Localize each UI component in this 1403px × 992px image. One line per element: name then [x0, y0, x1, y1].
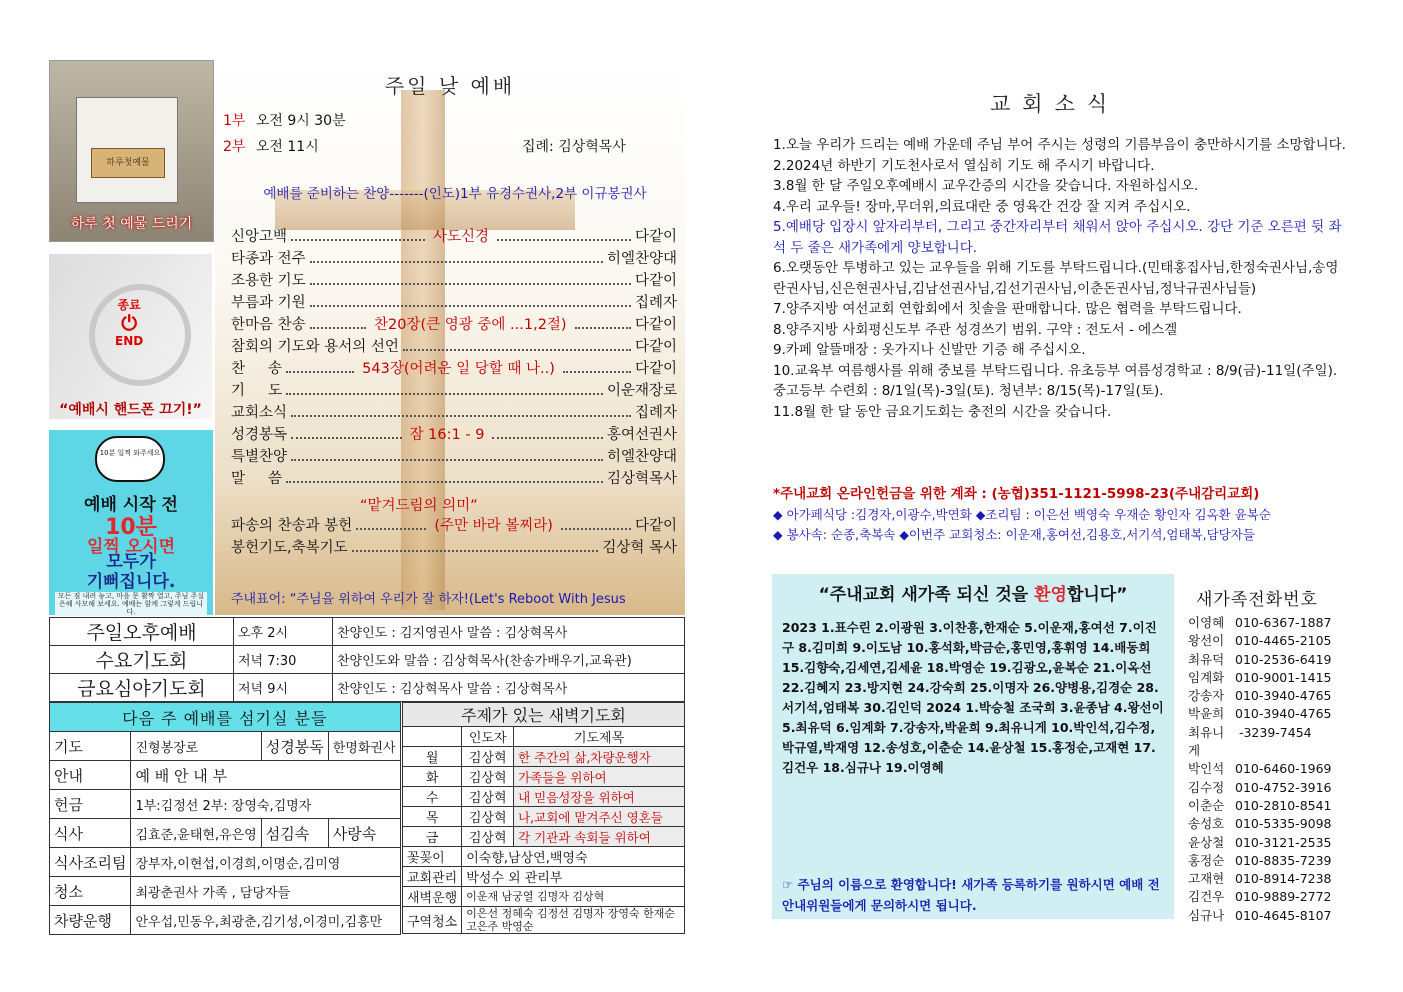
offering-photo-caption: 하루 첫 예물 드리기: [70, 216, 193, 232]
phone-name: 김건우: [1188, 889, 1225, 905]
phone-number: 010-4752-3916: [1235, 779, 1332, 795]
order-leader: 집례자: [634, 295, 677, 311]
order-dots: [352, 550, 599, 552]
order-row: [231, 314, 677, 336]
schedule-row: [50, 618, 685, 646]
cook-value: 장부자,이현섭,이경희,이명순,김미영: [131, 848, 400, 877]
order-leader: 다같이: [634, 317, 678, 333]
order-dots: [291, 459, 603, 461]
phone-name: 심규나: [1188, 907, 1225, 923]
order-row: [231, 292, 677, 314]
order-detail: (주만 바라 볼찌라): [434, 518, 553, 534]
phone-number: -3239-7454: [1235, 724, 1312, 740]
serving-group-value: 사랑속: [328, 819, 400, 848]
dawn-day: 월: [403, 747, 462, 767]
news-item: 1.오늘 우리가 드리는 예배 가운데 주님 부어 주시는 성령의 기름부음이 충만하시기를 소망합니다.: [773, 137, 1346, 153]
order-detail: 사도신경: [432, 229, 490, 245]
worship-order: [231, 226, 677, 490]
poster-line-2: 10분: [105, 515, 157, 540]
dawn-topic: 한 주간의 삶,차량운행자: [514, 747, 685, 767]
news-item: 5.예배당 입장시 앞자리부터, 그리고 중간자리부터 채워서 앉아 주십시오. 강단 기준 오른편 뒷 좌석 두 줄은 새가족에게 양보합니다.: [773, 219, 1342, 256]
meal-value: 김효준,윤태현,유은영: [131, 819, 261, 848]
poster-line-1: 예배 시작 전: [84, 495, 178, 515]
order-detail: 543장(어려운 일 당할 때 나..): [362, 361, 555, 377]
order-row: [231, 424, 677, 446]
phone-row: [1188, 687, 1332, 705]
order-label: 신앙고백: [231, 229, 288, 245]
cook-label: 식사조리팀: [50, 848, 131, 877]
phone-number: 010-8914-7238: [1235, 871, 1332, 887]
phone-number: 010-3940-4765: [1235, 688, 1332, 704]
order-label: 말 씀: [231, 471, 283, 487]
order-leader: 김상혁목사: [606, 471, 677, 487]
serving-group-label: 섬김속: [261, 819, 328, 848]
phone-name: 고재현: [1188, 871, 1225, 887]
phone-name: 김수정: [1188, 779, 1225, 795]
phone-number: 010-9889-2772: [1235, 889, 1332, 905]
phone-number: 010-8835-7239: [1235, 852, 1332, 868]
order-dots: [291, 239, 425, 241]
news-item: 6.오랫동안 투병하고 있는 교우들을 위해 기도를 부탁드립니다.(민태홍집사님,한정숙권사님,송영란권사님,신은현권사님,김남선권사님,김선기권사님,이춘돈권사님,정낙규권사님들): [773, 260, 1339, 297]
news-item: 8.양주지방 사회평신도부 주관 성경쓰기 범위. 구약 : 전도서 - 에스겔: [773, 321, 1178, 338]
offering-box-image: [76, 97, 178, 203]
driving-value: 안우섭,민동우,최광춘,김기성,이경미,김흥만: [131, 906, 400, 935]
order-label: 특별찬양: [231, 449, 288, 465]
prep-praise: 예배를 준비하는 찬양-------(인도)1부 유경수권사,2부 이규봉권사: [263, 186, 647, 202]
order-leader: 다같이: [634, 361, 677, 377]
order-row: [231, 270, 677, 292]
order-dots: [291, 437, 402, 439]
order-dots: [310, 283, 631, 285]
order-leader: 히엘찬양대: [606, 449, 677, 465]
welcome-title: “주내교회 새가족 되신 것을 환영합니다”: [818, 585, 1128, 605]
phone-name: 이영혜: [1188, 615, 1225, 630]
alarm-clock-icon: 10분 일찍 와주세요: [95, 436, 165, 482]
welcome-box: [772, 574, 1174, 919]
dawn-day: 금: [403, 827, 462, 847]
offering-photo: [49, 60, 214, 242]
meal-label: 식사: [50, 819, 131, 848]
dawn-title: 주제가 있는 새벽기도회: [403, 703, 685, 727]
online-offering-account: *주내교회 온라인헌금을 위한 계좌 : (농협)351-1121-5998-23(주내감리교회): [773, 486, 1260, 502]
cleaning-label: 청소: [50, 877, 131, 906]
schedule-info: 찬양인도 : 김지영권사 말씀 : 김상혁목사: [333, 618, 685, 646]
news-item: 4.우리 교우들! 장마,무더위,의료대란 중 영육간 건강 잘 지켜 주십시오.: [773, 198, 1191, 215]
order-dots: [286, 371, 354, 373]
schedule-row: [50, 646, 685, 674]
phone-name: 최유덕: [1188, 651, 1225, 667]
cleaning-value: 최광춘권사 가족 , 담당자들: [131, 877, 400, 906]
order-detail: 잠 16:1 - 9: [409, 427, 485, 443]
early-arrival-poster: [49, 430, 213, 615]
dawn-row: [403, 787, 685, 807]
welcome-footer: ☞ 주님의 이름으로 환영합니다! 새가족 등록하기를 원하시면 예배 전 안내위원들에게 문의하시면 됩니다.: [782, 877, 1160, 913]
order-row: [231, 402, 677, 424]
phone-row: [1188, 651, 1332, 669]
schedule-name: 수요기도회: [50, 646, 234, 674]
order-dots: [563, 371, 631, 373]
news-item: 9.카페 알뜰매장 : 옷가지나 신발만 기증 해 주십시오.: [773, 342, 1086, 358]
phone-row: [1188, 669, 1332, 687]
dawn-extra-value: 이숙향,남상연,백영숙: [462, 847, 685, 867]
usher-value: 예 배 안 내 부: [131, 761, 400, 790]
phone-row: [1188, 888, 1332, 906]
order-dots: [356, 528, 426, 530]
schedule-time: 저녁 7:30: [234, 646, 333, 674]
order-leader: 이운재장로: [606, 383, 677, 399]
order-leader: 다같이: [634, 229, 677, 245]
order-dots: [492, 437, 603, 439]
order-row: [231, 336, 677, 358]
offering-box-sign: 하루첫예물: [91, 148, 165, 178]
phone-number: 010-6460-1969: [1235, 761, 1332, 777]
phone-name: 최유니게: [1188, 724, 1225, 759]
phone-row: [1188, 815, 1332, 833]
order-row: [231, 248, 677, 270]
schedule-row: [50, 674, 685, 702]
phone-name: 박인석: [1188, 761, 1225, 777]
dawn-extra-row: [403, 847, 685, 867]
phone-name: 송성호: [1188, 816, 1225, 832]
phone-name: 이춘순: [1188, 797, 1225, 813]
sermon-title: “맡겨드림의 의미”: [360, 498, 478, 514]
order-dots: [561, 528, 631, 530]
phone-list: [1188, 614, 1332, 925]
dawn-leader: 김상혁: [462, 767, 514, 787]
dawn-topic: 나,교회에 맡겨주신 영혼들: [514, 807, 685, 827]
phone-number: 010-3121-2535: [1235, 834, 1332, 850]
phone-name: 윤상철: [1188, 834, 1225, 850]
first-service-time: 1부 오전 9시 30분: [223, 113, 346, 129]
schedule-time: 오후 2시: [234, 618, 333, 646]
phone-row: [1188, 834, 1332, 852]
dawn-extra-label: 구역청소: [403, 907, 462, 934]
order-row: [231, 446, 677, 468]
phone-row: [1188, 724, 1332, 761]
dawn-extra-label: 교회관리: [403, 867, 462, 887]
order-dots: [286, 481, 603, 483]
order-label: 파송의 찬송과 봉헌: [231, 518, 353, 534]
servers-table: [49, 702, 401, 935]
phone-row: [1188, 705, 1332, 723]
news-title: 교회소식: [990, 92, 1120, 116]
order-label: 부름과 기원: [231, 295, 306, 311]
order-row: [231, 226, 677, 248]
order-dots: [310, 327, 366, 329]
dawn-leader: 김상혁: [462, 827, 514, 847]
church-slogan: 주내표어: “주님을 위하여 우리가 잘 하자!(Let's Reboot With Jesus: [231, 592, 626, 607]
order-leader: 김상혁 목사: [602, 540, 677, 556]
order-row: [231, 380, 677, 402]
order-row: [231, 358, 677, 380]
order-dots: [291, 415, 631, 417]
order-label: 타종과 전주: [231, 251, 306, 267]
dawn-col-leader: 인도자: [462, 727, 514, 747]
order-leader: 홍여선권사: [606, 427, 677, 443]
order-dots: [310, 261, 603, 263]
order-dots: [403, 349, 631, 351]
phones-title: 새가족전화번호: [1196, 590, 1318, 610]
dawn-day: 화: [403, 767, 462, 787]
prayer-label: 기도: [50, 732, 131, 761]
schedule-info: 찬양인도 : 김상혁목사 말씀 : 김상혁목사: [333, 674, 685, 702]
servers-title: 다음 주 예배를 섬기실 분들: [50, 703, 401, 732]
order-label: 교회소식: [231, 405, 288, 421]
phone-name: 왕선이: [1188, 633, 1225, 649]
dawn-day: 수: [403, 787, 462, 807]
dawn-extra-row: [403, 907, 685, 934]
power-end-label: 종료 ⏻ END: [115, 298, 144, 348]
presider: 집례: 김상혁목사: [522, 139, 626, 155]
phone-off-caption: “예배시 핸드폰 끄기!”: [59, 402, 202, 418]
dawn-extra-row: [403, 887, 685, 907]
dawn-row: [403, 747, 685, 767]
dawn-extra-value: 이은선 정혜숙 김정선 김명자 장영숙 한재순 고은주 박영순: [462, 907, 685, 934]
dawn-topic: 가족들을 위하여: [514, 767, 685, 787]
news-item: 10.교육부 여름행사를 위해 중보를 부탁드립니다. 유초등부 여름성경학교 : 8/9(금)-11일(주일). 중고등부 수련회 : 8/1일(목)-3일(토). 청년부: 8/15(목)-17일(토).: [773, 362, 1338, 399]
prayer-value: 진형봉장로: [131, 732, 261, 761]
dawn-row: [403, 807, 685, 827]
dawn-topic: 각 기관과 속회들 위하여: [514, 827, 685, 847]
order-dots: [310, 305, 631, 307]
second-service-time: 2부 오전 11시: [223, 139, 319, 155]
order-leader: 다같이: [634, 273, 677, 289]
service-title: 주일 낮 예배: [384, 74, 516, 98]
phone-number: 010-4645-8107: [1235, 907, 1332, 923]
phone-row: [1188, 779, 1332, 797]
order-detail: 찬20장(큰 영광 중에 ...1,2절): [374, 317, 567, 333]
dawn-col-topic: 기도제목: [514, 727, 685, 747]
phone-number: 010-2536-6419: [1235, 651, 1332, 667]
order-dots: [497, 239, 631, 241]
dawn-extra-label: 꽃꽂이: [403, 847, 462, 867]
phone-name: 박윤희: [1188, 706, 1225, 722]
phone-number: 010-3940-4765: [1235, 706, 1332, 722]
schedule-time: 저녁 9시: [234, 674, 333, 702]
dawn-row: [403, 767, 685, 787]
order-dots: [575, 327, 631, 329]
order-label: 조용한 기도: [231, 273, 306, 289]
schedule-name: 금요심야기도회: [50, 674, 234, 702]
poster-line-3: 일찍 오시면: [86, 537, 176, 557]
phone-number: 010-4465-2105: [1235, 633, 1332, 649]
order-leader: 다같이: [634, 518, 677, 534]
phone-number: 010-2810-8541: [1235, 797, 1332, 813]
phone-row: [1188, 907, 1332, 925]
phone-name: 강송자: [1188, 688, 1225, 704]
dawn-extra-label: 새벽운행: [403, 887, 462, 907]
order-leader: 집례자: [634, 405, 677, 421]
order-row: [231, 468, 677, 490]
dawn-prayer-table: [402, 702, 685, 934]
offering-info: [773, 484, 1373, 546]
cleaning-team: ◆ 봉사속: 순종,축복속 ◆이번주 교회청소: 이운재,홍여선,김용호,서기석,엄태복,담당자들: [773, 527, 1255, 542]
offering-label: 헌금: [50, 790, 131, 819]
order-label: 성경봉독: [231, 427, 288, 443]
dawn-day: 목: [403, 807, 462, 827]
usher-label: 안내: [50, 761, 131, 790]
offering-value: 1부:김정선 2부: 장영숙,김명자: [131, 790, 400, 819]
poster-line-4: 모두가 기뻐집니다.: [86, 552, 176, 592]
phone-off-image: [49, 254, 212, 419]
phone-row: [1188, 760, 1332, 778]
phone-row: [1188, 632, 1332, 650]
order-dots: [286, 393, 603, 395]
order-label: 참회의 기도와 용서의 선언: [231, 339, 399, 355]
reading-label: 성경봉독: [261, 732, 328, 761]
schedule-name: 주일오후예배: [50, 618, 234, 646]
order-leader: 히엘찬양대: [606, 251, 677, 267]
kitchen-team: ◆ 아가페식당 :김경자,이광수,박연화 ◆조리팀 : 이은선 백영숙 우재순 황인자 김옥환 윤복순: [773, 506, 1271, 522]
order-label: 한마음 찬송: [231, 317, 306, 333]
dawn-leader: 김상혁: [462, 747, 514, 767]
news-item: 2.2024년 하반기 기도천사로서 열심히 기도 해 주시기 바랍니다.: [773, 157, 1155, 174]
dawn-extra-row: [403, 867, 685, 887]
order-leader: 다같이: [634, 339, 677, 355]
reading-value: 한명화권사: [328, 732, 400, 761]
phone-row: [1188, 614, 1332, 632]
phone-name: 임계화: [1188, 669, 1225, 685]
order-label: 봉헌기도,축복기도: [231, 540, 348, 556]
driving-label: 차량운행: [50, 906, 131, 935]
dawn-leader: 김상혁: [462, 787, 514, 807]
dawn-extra-value: 이운재 남궁열 김명자 김상혁: [462, 887, 685, 907]
order-label: 기 도: [231, 383, 283, 399]
weekly-schedule-table: [49, 617, 685, 702]
phone-row: [1188, 870, 1332, 888]
news-item: 11.8월 한 달 동안 금요기도회는 충전의 시간을 갖습니다.: [773, 403, 1112, 420]
dawn-leader: 김상혁: [462, 807, 514, 827]
dawn-extra-value: 박성수 외 관리부: [462, 867, 685, 887]
worship-order-closing: [231, 515, 677, 559]
dawn-row: [403, 827, 685, 847]
news-item: 3.8월 한 달 주일오후예배시 교우간증의 시간을 갖습니다. 자원하십시오.: [773, 178, 1199, 194]
news-item: 7.양주지방 여선교회 연합회에서 칫솔을 판매합니다. 많은 협력을 부탁드립니다.: [773, 301, 1242, 317]
phone-number: 010-9001-1415: [1235, 669, 1332, 685]
phone-number: 010-6367-1887: [1235, 615, 1332, 630]
church-news: [773, 135, 1351, 422]
dawn-topic: 내 믿음성장을 위하여: [514, 787, 685, 807]
phone-row: [1188, 852, 1332, 870]
new-family-list: 2023 1.표수린 2.이광원 3.이찬흥,한재순 5.이운재,홍여선 7.이진구 8.김미희 9.이도남 10.홍석화,박금순,홍민영,홍휘영 14.배동희 15.김향숙,김세연,김세윤 18.박영순 19.김광오,윤복순 21.이옥선 22.김혜지 23.방지현 24.강숙희 25.이명자 26.양병용,김경순 28.서기석,엄태복 30.김인덕 2024 1.박승철 조국희 3.윤종남 4.왕선이 5.최유덕 6.임계화 7.강송자,박윤희 9.최유니게 10.박인석,김수정,박규열,박재영 12.송성호,이춘순 14.윤상철 15.홍정순,고재현 17.김건우 18.심규나 19.이영혜: [782, 620, 1164, 775]
phone-name: 홍정순: [1188, 852, 1225, 868]
phone-row: [1188, 797, 1332, 815]
poster-small-text: 모든 짐 내려 놓고, 마음 문 활짝 열고, 주님 주실 은혜 사모해 보세요. 예배는 함께 그렇게 드립니다.: [55, 592, 207, 616]
schedule-info: 찬양인도와 말씀 : 김상혁목사(찬송가배우기,교육관): [333, 646, 685, 674]
phone-number: 010-5335-9098: [1235, 816, 1332, 832]
order-row: [231, 537, 677, 559]
order-row: [231, 515, 677, 537]
order-label: 찬 송: [231, 361, 283, 377]
